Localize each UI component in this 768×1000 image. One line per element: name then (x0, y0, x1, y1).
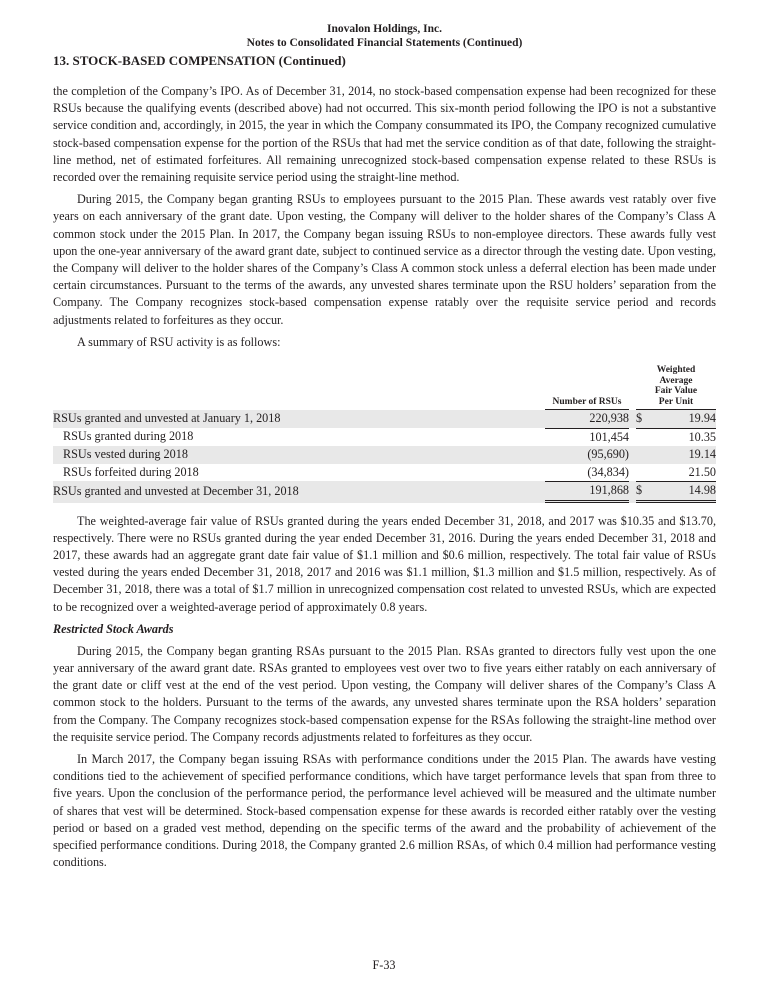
column-header-fair-value-text: Weighted Average Fair Value Per Unit (654, 365, 698, 407)
row-currency (636, 464, 658, 482)
page-header (53, 22, 716, 50)
paragraph-ipo-rsus: the completion of the Company’s IPO. As of December 31, 2014, no stock-based compensation expense had been recognized for these RSUs because the qualifying events (described above) had not occurred. This six-month period following the IPO is not a substantive service condition and, accordingly, in 2015, the year in which the Company consummated its IPO, the Company recognized cumulative stock-based compensation expense for the portion of the RSUs that had met the service condition as of that date, following the straight-line method, net of estimated forfeitures. All remaining unrecognized stock-based compensation expense related to these RSUs is recorded over the remaining requisite service period using the straight-line method. (53, 84, 716, 185)
row-number: 191,868 (545, 481, 629, 503)
column-header-fair-value (636, 365, 716, 410)
document-page (53, 0, 716, 871)
table-row (53, 410, 716, 428)
table-row-total (53, 481, 716, 503)
column-spacer (629, 365, 636, 410)
rsu-activity-table (53, 365, 716, 503)
cell-spacer (629, 464, 636, 482)
row-label: RSUs forfeited during 2018 (63, 464, 199, 479)
table-header-row (53, 365, 716, 410)
table-row (53, 464, 716, 482)
table-row (53, 446, 716, 464)
row-fair-value: 21.50 (688, 464, 716, 479)
row-fair-value: 14.98 (658, 481, 716, 503)
paragraph-rsu-grants: During 2015, the Company began granting RSUs to employees pursuant to the 2015 Plan. These awards vest ratably over five years on each anniversary of the grant date. Upon vesting, the Company will deliver to the holder shares of the Company’s Class A common stock under the 2015 Plan. In 2017, the Company began issuing RSUs to non-employee directors. These awards fully vest upon the one-year anniversary of the award grant date, subject to continued service as a director through the vesting date. Upon vesting, the Company will deliver to the holder shares of the Company’s Class A common stock unless a deferral election has been made under certain circumstances. Pursuant to the terms of the awards, any unvested shares terminate upon the RSU holders’ separation from the Company. The Company recognizes stock-based compensation expense ratably over the requisite service period and records adjustments related to forfeitures as they occur. (53, 192, 716, 327)
row-currency: $ (636, 410, 658, 428)
header-subtitle: Notes to Consolidated Financial Statements (Continued) (246, 37, 523, 49)
cell-spacer (629, 481, 636, 503)
table-header-label (53, 365, 545, 410)
section-title: 13. STOCK-BASED COMPENSATION (Continued) (53, 53, 346, 68)
paragraph-rsa-performance: In March 2017, the Company began issuing RSAs with performance conditions under the 2015 Plan. The awards have vesting conditions tied to the achievement of specified performance conditions, which have target performance levels that span from three to five years. Upon the conclusion of the performance period, the performance level achieved will be measured and the ultimate number of shares that vest will be determined. Stock-based compensation expense for these awards is recorded either ratably over the vesting period or based on a graded vest method, depending on the specific terms of the award and the probability of achievement of the specified performance conditions. During 2018, the Company granted 2.6 million RSAs, of which 0.4 million had performance vesting conditions. (53, 751, 716, 870)
row-fair-value: 10.35 (658, 428, 716, 447)
page-number: F-33 (372, 958, 396, 972)
row-number: (34,834) (587, 464, 629, 479)
row-currency (636, 428, 658, 447)
cell-spacer (629, 428, 636, 447)
paragraph-fair-value-summary: The weighted-average fair value of RSUs granted during the years ended December 31, 2018, and 2017 was $10.35 and $13.70, respectively. There were no RSUs granted during the year ended December 31, 2016. During the years ended December 31, 2018 and 2017, these awards had an aggregate grant date fair value of $1.1 million and $0.6 million, respectively. The total fair value of RSUs vested during the years ended December 31, 2018, 2017 and 2016 was $1.1 million, $1.3 million and $1.5 million, respectively. As of December 31, 2018, there was a total of $1.7 million in unrecognized compensation cost related to unvested RSUs, which are expected to be recognized over a weighted-average period of approximately 0.8 years. (53, 513, 716, 614)
cell-spacer (629, 446, 636, 464)
company-name: Inovalon Holdings, Inc. (326, 23, 443, 35)
row-number: 220,938 (545, 410, 629, 428)
row-number: 101,454 (545, 428, 629, 447)
column-header-number-of-rsus: Number of RSUs (545, 365, 629, 410)
row-fair-value: 19.14 (658, 446, 716, 464)
row-label: RSUs vested during 2018 (53, 446, 545, 464)
row-label: RSUs granted and unvested at December 31, 2018 (53, 481, 545, 503)
cell-spacer (629, 410, 636, 428)
paragraph-summary-intro: A summary of RSU activity is as follows: (77, 334, 281, 349)
row-label: RSUs granted during 2018 (63, 429, 194, 444)
row-fair-value: 19.94 (658, 410, 716, 428)
table-row (53, 428, 716, 447)
row-currency: $ (636, 481, 658, 503)
paragraph-rsa-grants: During 2015, the Company began granting RSAs pursuant to the 2015 Plan. RSAs granted to directors fully vest upon the one year anniversary of the award grant date. RSAs granted to employees vest over two to five years either ratably on each anniversary of the grant date or cliff vest at the end of the vest period. Upon vesting, the Company will deliver shares of the Company’s Class A common stock to the holders. Pursuant to the terms of the awards, any unvested shares terminate upon the RSA holders’ separation from the Company. The Company recognizes stock-based compensation expense for the RSAs following the straight-line method over the requisite service period. The Company records adjustments related to forfeitures as they occur. (53, 643, 716, 744)
row-number: (95,690) (545, 446, 629, 464)
subheading-restricted-stock-awards: Restricted Stock Awards (53, 621, 174, 636)
row-label: RSUs granted and unvested at January 1, 2018 (53, 410, 545, 428)
row-currency (636, 446, 658, 464)
